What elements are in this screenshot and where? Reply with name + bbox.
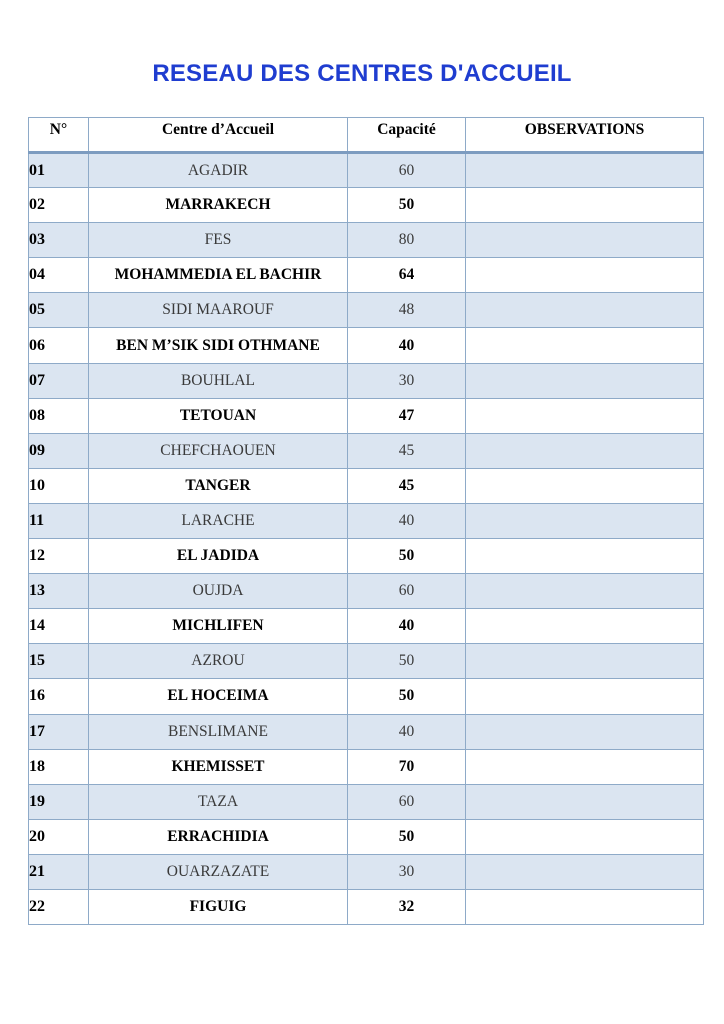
centre-observations (466, 679, 704, 714)
row-number: 17 (29, 714, 89, 749)
header-number: N° (29, 118, 89, 153)
centre-capacity: 45 (348, 433, 466, 468)
centre-observations (466, 363, 704, 398)
centre-observations (466, 539, 704, 574)
centre-observations (466, 784, 704, 819)
centre-name: BENSLIMANE (89, 714, 348, 749)
table-row (29, 223, 704, 258)
centre-capacity: 40 (348, 714, 466, 749)
centre-capacity: 48 (348, 293, 466, 328)
header-centre: Centre d’Accueil (89, 118, 348, 153)
row-number: 22 (29, 889, 89, 924)
centre-capacity: 64 (348, 258, 466, 293)
centre-capacity: 32 (348, 889, 466, 924)
centre-capacity: 50 (348, 644, 466, 679)
centre-name: AZROU (89, 644, 348, 679)
centre-observations (466, 293, 704, 328)
table-row (29, 679, 704, 714)
table-row (29, 574, 704, 609)
table-row (29, 293, 704, 328)
row-number: 18 (29, 749, 89, 784)
centre-capacity: 45 (348, 468, 466, 503)
table-row (29, 398, 704, 433)
table-row (29, 503, 704, 538)
table-row (29, 153, 704, 188)
row-number: 20 (29, 819, 89, 854)
centre-name: MOHAMMEDIA EL BACHIR (89, 258, 348, 293)
centre-name: ERRACHIDIA (89, 819, 348, 854)
centre-name: EL JADIDA (89, 539, 348, 574)
centre-capacity: 60 (348, 784, 466, 819)
page-title: RESEAU DES CENTRES D'ACCUEIL (152, 60, 572, 87)
centre-observations (466, 258, 704, 293)
table-row (29, 889, 704, 924)
centre-name: FIGUIG (89, 889, 348, 924)
centre-name: TETOUAN (89, 398, 348, 433)
centre-capacity: 47 (348, 398, 466, 433)
centre-capacity: 50 (348, 539, 466, 574)
centre-observations (466, 854, 704, 889)
centre-observations (466, 433, 704, 468)
table-row (29, 539, 704, 574)
table-row (29, 784, 704, 819)
table-row (29, 468, 704, 503)
centre-capacity: 80 (348, 223, 466, 258)
table-row (29, 749, 704, 784)
centre-name: TAZA (89, 784, 348, 819)
header-observations: OBSERVATIONS (466, 118, 704, 153)
centre-capacity: 50 (348, 819, 466, 854)
centre-name: LARACHE (89, 503, 348, 538)
table-row (29, 433, 704, 468)
table-row (29, 854, 704, 889)
centre-capacity: 60 (348, 153, 466, 188)
centre-capacity: 30 (348, 854, 466, 889)
table-row (29, 644, 704, 679)
table-row (29, 328, 704, 363)
centre-capacity: 30 (348, 363, 466, 398)
centre-name: BEN M’SIK SIDI OTHMANE (89, 328, 348, 363)
centre-observations (466, 609, 704, 644)
centre-observations (466, 188, 704, 223)
centre-name: EL HOCEIMA (89, 679, 348, 714)
centre-name: OUJDA (89, 574, 348, 609)
header-capacity: Capacité (348, 118, 466, 153)
row-number: 02 (29, 188, 89, 223)
centre-name: MARRAKECH (89, 188, 348, 223)
centre-name: AGADIR (89, 153, 348, 188)
row-number: 10 (29, 468, 89, 503)
centre-capacity: 40 (348, 609, 466, 644)
centre-name: CHEFCHAOUEN (89, 433, 348, 468)
centre-observations (466, 328, 704, 363)
centre-name: KHEMISSET (89, 749, 348, 784)
centre-name: OUARZAZATE (89, 854, 348, 889)
centre-observations (466, 819, 704, 854)
centre-observations (466, 503, 704, 538)
centre-name: FES (89, 223, 348, 258)
centre-observations (466, 468, 704, 503)
centre-observations (466, 889, 704, 924)
row-number: 07 (29, 363, 89, 398)
table-body (29, 153, 704, 925)
table-row (29, 188, 704, 223)
table-header-row (29, 118, 704, 153)
centre-observations (466, 574, 704, 609)
row-number: 04 (29, 258, 89, 293)
table-row (29, 258, 704, 293)
row-number: 16 (29, 679, 89, 714)
row-number: 03 (29, 223, 89, 258)
centre-capacity: 40 (348, 503, 466, 538)
table-row (29, 714, 704, 749)
centre-observations (466, 714, 704, 749)
centre-observations (466, 153, 704, 188)
row-number: 11 (29, 503, 89, 538)
centre-observations (466, 398, 704, 433)
row-number: 14 (29, 609, 89, 644)
centre-name: MICHLIFEN (89, 609, 348, 644)
row-number: 05 (29, 293, 89, 328)
row-number: 21 (29, 854, 89, 889)
centre-name: TANGER (89, 468, 348, 503)
row-number: 06 (29, 328, 89, 363)
centres-table (28, 117, 704, 925)
row-number: 19 (29, 784, 89, 819)
row-number: 12 (29, 539, 89, 574)
centre-capacity: 50 (348, 679, 466, 714)
table-row (29, 819, 704, 854)
row-number: 09 (29, 433, 89, 468)
centre-name: BOUHLAL (89, 363, 348, 398)
centre-capacity: 50 (348, 188, 466, 223)
row-number: 15 (29, 644, 89, 679)
row-number: 01 (29, 153, 89, 188)
centre-capacity: 70 (348, 749, 466, 784)
centre-capacity: 40 (348, 328, 466, 363)
table-row (29, 609, 704, 644)
row-number: 08 (29, 398, 89, 433)
centre-observations (466, 223, 704, 258)
centre-name: SIDI MAAROUF (89, 293, 348, 328)
centre-capacity: 60 (348, 574, 466, 609)
centre-observations (466, 749, 704, 784)
row-number: 13 (29, 574, 89, 609)
table-row (29, 363, 704, 398)
centre-observations (466, 644, 704, 679)
